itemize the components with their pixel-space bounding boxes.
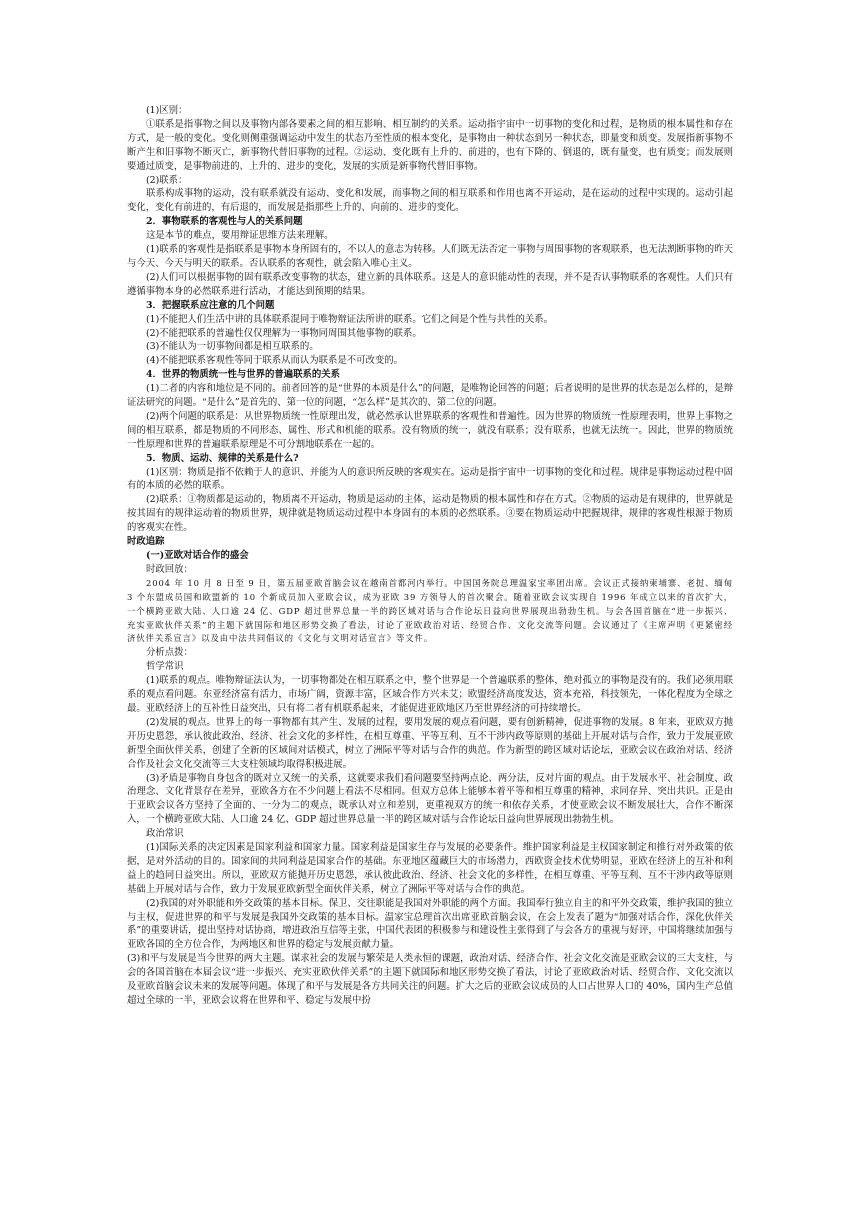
paragraph: (3)和平与发展是当今世界的两大主题。谋求社会的发展与繁荣是人类永恒的课题，政治对话、经济合作、社会文化交流是亚欧会议的三大支柱，与会的各国首脑在本届会议“进一步振兴、充实亚欧伙伴关系”的主题下就国际和地区形势交换了看法，讨论了亚欧政治对话、经贸合作、文化交流以及亚欧首脑会议未来的发展等问题。体现了和平与发展是各方共同关注的问题。扩大之后的亚欧会议成员的人口占世界人口的 40%，国内生产总值超过全球的一半，亚欧会议将在世界和平、稳定与发展中扮 <box>127 953 733 1006</box>
paragraph: 这是本节的难点，要用辩证思维方法来理解。 <box>146 230 334 242</box>
section-heading: 2．事物联系的客观性与人的关系问题 <box>146 216 303 228</box>
paragraph: 哲学常识 <box>146 661 184 673</box>
paragraph: (1)国际关系的决定因素是国家利益和国家力量。国家利益是国家生存与发展的必要条件。维护国家利益是主权国家制定和推行对外政策的依据，是对外活动的目的。国家间的共同利益是国家合作的基础。东亚地区蕴藏巨大的市场潜力，西欧资金技术优势明显，亚欧在经济上的互补和利益上的趋同日益突出。所以，亚欧双方能抛开历史恩怨，承认彼此政治、经济、社会文化的多样性，在相互尊重、平等互利、互不干涉内政等原则基础上开展对话与合作，致力于发展亚欧新型全面伙伴关系，树立了洲际平等对话与合作的典范。 <box>127 842 733 895</box>
section-heading: 3．把握联系应注意的几个问题 <box>146 299 275 311</box>
section-heading: 时政追踪 <box>127 536 165 548</box>
paragraph: 政治常识 <box>146 828 184 840</box>
paragraph: (4)不能把联系客观性等同于联系从而认为联系是不可改变的。 <box>146 355 404 367</box>
paragraph: 2004 年 10 月 8 日至 9 日，第五届亚欧首脑会议在越南首都河内举行。中国国务院总理温家宝率团出席。会议正式接纳柬埔寨、老挝、缅甸 3 个东盟成员国和欧盟新的 10 个新成员加入亚欧会议，成为亚欧 39 方领导人的首次聚会。随着亚欧会议实现自 1996 年成立以来的首次扩大，一个横跨亚欧大陆、人口逾 24 亿、GDP 超过世界总量一半的跨区域对话与合作论坛日益向世界展现出勃勃生机。与会各国首脑在“进一步振兴、充实亚欧伙伴关系”的主题下就国际和地区形势交换了看法，讨论了亚欧政治对话、经贸合作、文化交流等问题。会议通过了《主席声明《更紧密经济伙伴关系宣言》以及由中法共同倡议的《文化与文明对话宣言》等文件。 <box>127 577 733 644</box>
paragraph: (3)矛盾是事物自身包含的既对立又统一的关系，这就要求我们看问题要坚持两点论、两分法，反对片面的观点。由于发展水平、社会制度、政治理念、文化背景存在差异，亚欧各方在不少问题上看法不尽相同。但双方总体上能够本着平等和相互尊重的精神，求同存异、突出共识。正是由于亚欧会议各方坚持了全面的、一分为二的观点，既承认对立和差别，更重视双方的统一和依存关系，才使亚欧会议不断发展壮大，合作不断深入，一个横跨亚欧大陆、人口逾 24 亿、GDP 超过世界总量一半的跨区域对话与合作论坛日益向世界展现出勃勃生机。 <box>127 772 733 826</box>
paragraph: (3)不能认为一切事物间都是相互联系的。 <box>146 341 319 353</box>
paragraph: (1)联系的客观性是指联系是事物本身所固有的，不以人的意志为转移。人们既无法否定一事物与周围事物的客观联系，也无法割断事物的昨天与今天、今天与明天的联系。否认联系的客观性，就会陷入唯心主义。 <box>127 244 733 269</box>
paragraph: (1)不能把人们生活中讲的具体联系混同于唯物辩证法所讲的联系。它们之间是个性与共性的关系。 <box>146 313 554 325</box>
paragraph: (2)发展的观点。世界上的每一事物都有其产生、发展的过程，要用发展的观点看问题，要有创新精神，促进事物的发展。8 年来，亚欧双方抛开历史恩怨，承认彼此政治、经济、社会文化的多样性，在相互尊重、平等互利、互不干涉内政等原则的基础上开展对话与合作，致力于发展亚欧新型全面伙伴关系，创建了全新的区域间对话模式，树立了洲际平等对话与合作的典范。作为新型的跨区域对话论坛，亚欧会议在政治对话、经济合作及社会文化交流等三大支柱领域均取得积极进展。 <box>127 716 733 770</box>
paragraph: 分析点拨： <box>146 647 193 659</box>
document-page <box>127 104 733 1008</box>
paragraph: (2)人们可以根据事物的固有联系改变事物的状态，建立新的具体联系。这是人的意识能动性的表现，并不是否认事物联系的客观性。人们只有遵循事物本身的必然联系进行活动，才能达到预期的结果。 <box>127 271 733 297</box>
paragraph: ①联系是指事物之间以及事物内部各要素之间的相互影响、相互制约的关系。运动指宇宙中一切事物的变化和过程，是物质的根本属性和存在方式，是一般的变化。变化则侧重强调运动中发生的状态乃至性质的根本变化，是事物由一种状态到另一种状态，即量变和质变。发展指新事物不断产生和旧事物不断灭亡，新事物代替旧事物的过程。②运动、变化既有上升的、前进的，也有下降的、倒退的，既有量变，也有质变；而发展则要通过质变，是事物前进的、上升的、进步的变化，发展的实质是新事物代替旧事物。 <box>127 118 733 172</box>
section-heading: 4．世界的物质统一性与世界的普遍联系的关系 <box>146 369 341 381</box>
paragraph: (2)联系： <box>146 174 188 186</box>
paragraph: (1)区别：物质是指不依赖于人的意识、并能为人的意识所反映的客观实在。运动是指宇宙中一切事物的变化和过程。规律是事物运动过程中固有的本质的必然的联系。 <box>127 466 733 492</box>
paragraph: (1)区别： <box>146 105 188 116</box>
paragraph: (1)二者的内容和地位是不同的。前者回答的是“世界的本质是什么”的问题，是唯物论回答的问题；后者说明的是世界的状态是怎么样的，是辩证法研究的问题。“是什么”是首先的、第一位的问题，“怎么样”是其次的、第二位的问题。 <box>127 383 733 409</box>
paragraph: (2)两个问题的联系是：从世界物质统一性原理出发，就必然承认世界联系的客观性和普遍性。因为世界的物质统一性原理表明，世界上事物之间的相互联系，都是物质的不同形态、属性、形式和机能的联系。没有物质的统一，就没有联系；没有联系，也就无法统一。因此，世界的物质统一性原理和世界的普遍联系原理是不可分割地联系在一起的。 <box>127 410 733 450</box>
section-heading: 5．物质、运动、规律的关系是什么? <box>146 452 299 464</box>
paragraph: (2)我国的对外职能和外交政策的基本目标。保卫、交往职能是我国对外职能的两个方面。我国奉行独立自主的和平外交政策，维护我国的独立与主权，促进世界的和平与发展是我国外交政策的基本目标。温家宝总理首次出席亚欧首脑会议，在会上发表了题为“加强对话合作，深化伙伴关系”的重要讲话，提出坚持对话协商，增进政治互信等主张，中国代表团的积极参与和建设性主张得到了与会各方的重视与好评，中国将继续加强与亚欧各国的全方位合作，为两地区和世界的稳定与发展贡献力量。 <box>127 897 733 951</box>
paragraph: (2)不能把联系的普遍性仅仅理解为一事物同周围其他事物的联系。 <box>146 327 422 339</box>
paragraph: (1)联系的观点。唯物辩证法认为，一切事物都处在相互联系之中，整个世界是一个普遍联系的整体，绝对孤立的事物是没有的。我们必须用联系的观点看问题。东亚经济富有活力，市场广阔，资源丰富，区域合作方兴未艾；欧盟经济高度发达，资本充裕，科技领先，一体化程度为全球之最。亚欧经济上的互补性日益突出，只有将二者有机联系起来，才能促进亚欧地区乃至世界经济的可持续增长。 <box>127 675 733 714</box>
paragraph: 联系构成事物的运动，没有联系就没有运动、变化和发展，而事物之间的相互联系和作用也离不开运动，是在运动的过程中实现的。运动引起变化，变化有前进的，有后退的，而发展是指那些上升的、向前的、进步的变化。 <box>127 188 733 214</box>
paragraph: 时政回放： <box>146 563 193 575</box>
paragraph: (2)联系：①物质都是运动的，物质离不开运动，物质是运动的主体，运动是物质的根本属性和存在方式。②物质的运动是有规律的，世界就是按其固有的规律运动着的物质世界，规律就是物质运动过程中本身固有的本质的必然联系。③要在物质运动中把握规律，规律的客观性根源于物质的客观实在性。 <box>127 494 733 534</box>
section-heading: (一)亚欧对话合作的盛会 <box>146 550 249 561</box>
